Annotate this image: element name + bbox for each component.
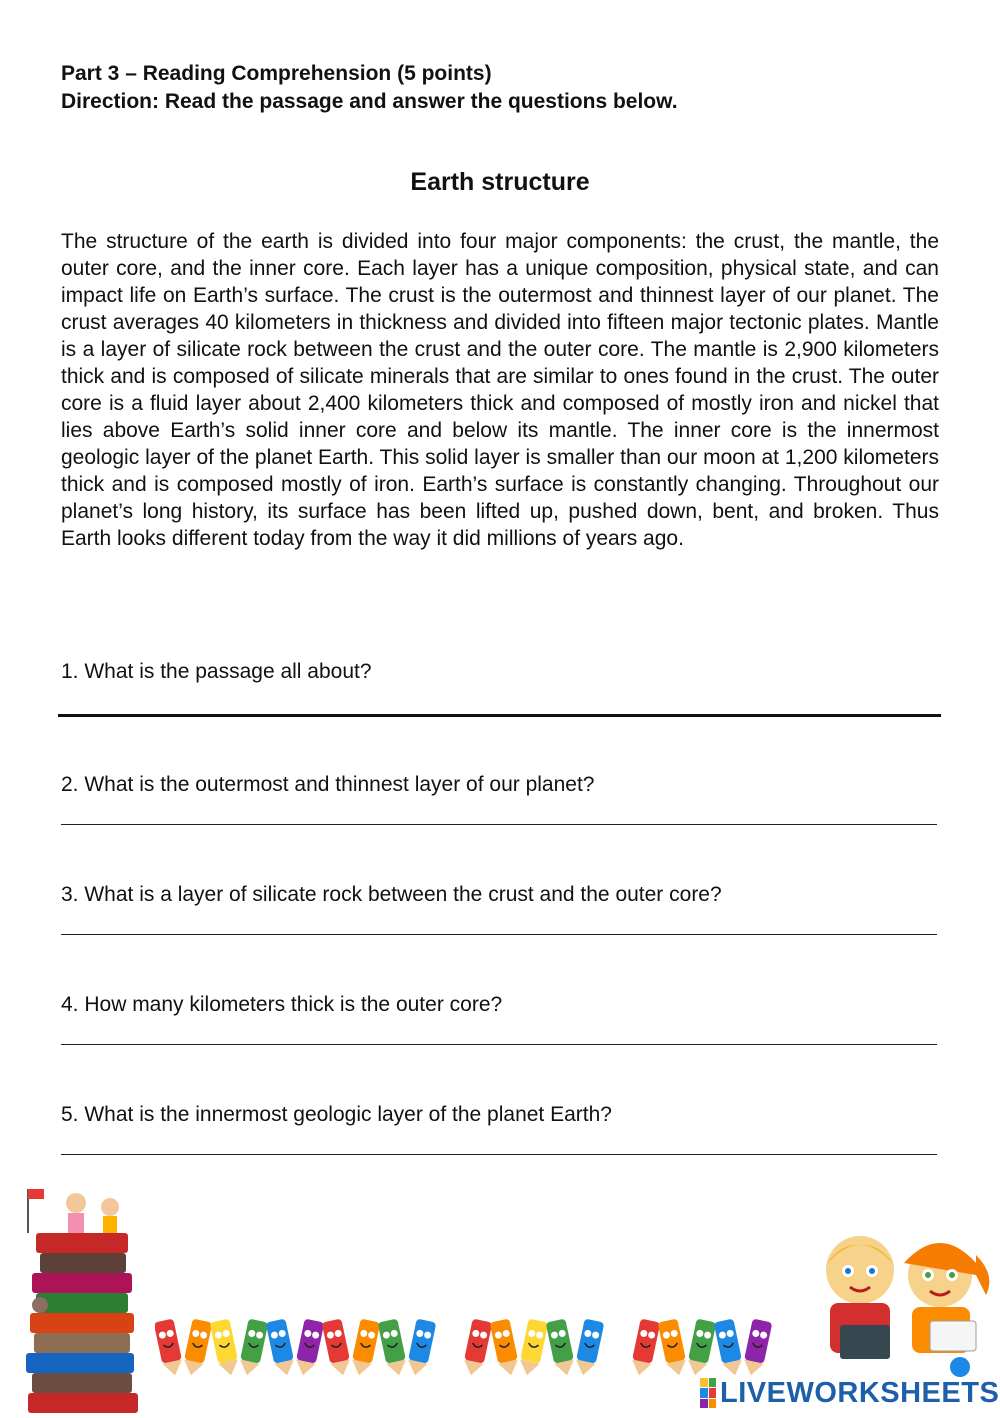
answer-line-4[interactable] [61, 1044, 937, 1045]
pencil-icon [741, 1319, 772, 1378]
pencil-icon [405, 1319, 436, 1378]
book-stack-icon [18, 1185, 148, 1413]
question-1: 1. What is the passage all about? [61, 660, 372, 683]
pencils-icon [155, 1312, 775, 1382]
pencil-icon [237, 1319, 268, 1378]
question-2: 2. What is the outermost and thinnest layer of our planet? [61, 773, 595, 796]
passage-title: Earth structure [410, 168, 590, 196]
pencil-icon [490, 1319, 521, 1378]
liveworksheets-logo [700, 1376, 999, 1410]
pencil-icon [714, 1319, 745, 1378]
pencil-icon [629, 1319, 660, 1378]
pencil-icon [685, 1319, 716, 1378]
pencil-icon [461, 1319, 492, 1378]
pencil-icon [293, 1319, 324, 1378]
question-5: 5. What is the innermost geologic layer of the planet Earth? [61, 1103, 612, 1126]
worksheet-header [61, 60, 678, 116]
answer-line-5[interactable] [61, 1154, 937, 1155]
answer-line-3[interactable] [61, 934, 937, 935]
pencil-icon [573, 1319, 604, 1378]
pencil-icon [181, 1319, 212, 1378]
direction-text: Direction: Read the passage and answer the questions below. [61, 90, 678, 113]
pencil-border-illustration [155, 1312, 775, 1382]
answer-line-1[interactable] [58, 714, 941, 717]
answer-line-2[interactable] [61, 824, 937, 825]
reading-passage: The structure of the earth is divided into four major components: the crust, the mantle, the outer core, and the inner core. Each layer has a unique composition, physical state, and can impact life on Earth’s surface. The crust is the outermost and thinnest layer of our planet. The crust averages 40 kilometers in thickness and divided into fifteen major tectonic plates. Mantle is a layer of silicate rock between the crust and the outer core. The mantle is 2,900 kilometers thick and is composed of silicate minerals that are similar to ones found in the crust. The outer core is a fluid layer about 2,400 kilometers thick and composed of mostly iron and nickel that lies above Earth’s solid inner core and below its mantle. The inner core is the innermost geologic layer of the planet Earth. This solid layer is smaller than our moon at 1,200 kilometers thick and is composed mostly of iron. Earth’s surface is constantly changing. Throughout our planet’s long history, its surface has been lifted up, pushed down, bent, and broken. Thus Earth looks different today from the way it did millions of years ago. [61, 230, 939, 550]
part-heading: Part 3 – Reading Comprehension (5 points) [61, 62, 492, 85]
book-stack-illustration [18, 1185, 148, 1413]
pencil-icon [322, 1319, 353, 1378]
pencil-icon [517, 1319, 548, 1378]
pencil-icon [546, 1319, 577, 1378]
kids-illustration [800, 1225, 1000, 1385]
logo-mark-icon [700, 1378, 716, 1408]
pencil-icon [266, 1319, 297, 1378]
pencil-icon [378, 1319, 409, 1378]
pencil-icon [210, 1319, 241, 1378]
question-3: 3. What is a layer of silicate rock between the crust and the outer core? [61, 883, 722, 906]
pencil-icon [155, 1319, 185, 1378]
pencil-icon [349, 1319, 380, 1378]
kids-reading-icon [800, 1225, 1000, 1385]
pencil-icon [658, 1319, 689, 1378]
logo-text: LIVEWORKSHEETS [720, 1376, 1000, 1409]
question-4: 4. How many kilometers thick is the outer core? [61, 993, 503, 1016]
